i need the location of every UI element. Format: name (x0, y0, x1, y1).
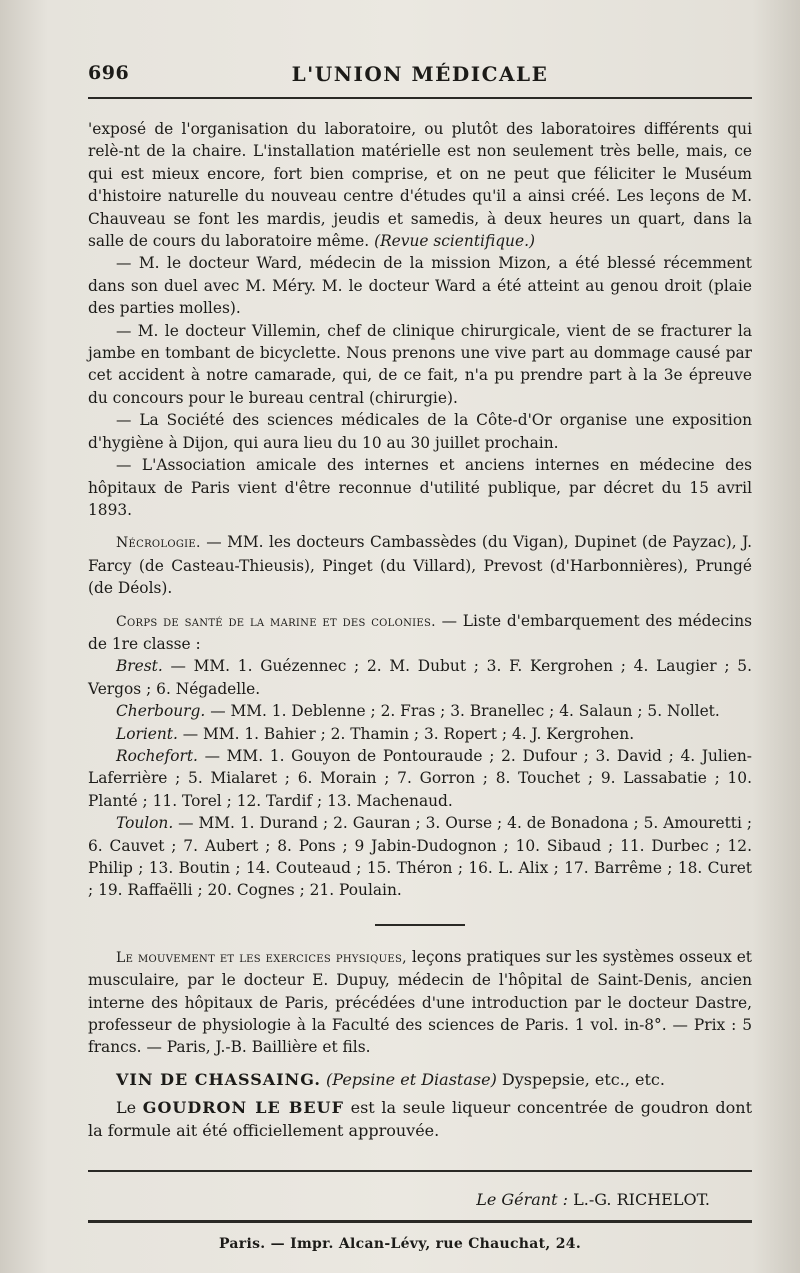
paragraph-ward: — M. le docteur Ward, médecin de la mission Mizon, a été blessé récemment dans son duel avec M. Méry. M. le docteur Ward a été atteint au genou droit (plaie des parties molles). (88, 254, 752, 318)
ad-vin-chassaing: VIN DE CHASSAING. (Pepsine et Diastase) Dyspepsie, etc., etc. (116, 1069, 665, 1089)
paragraph-cote-dor: — La Société des sciences médicales de la Côte-d'Or organise une exposition d'hygiène à Dijon, qui aura lieu du 10 au 30 juillet prochain. (88, 411, 752, 452)
spacer (88, 600, 752, 610)
page-number: 696 (88, 62, 130, 84)
ad-product-name: VIN DE CHASSAING. (116, 1069, 321, 1089)
source-citation: (Revue scientifique.) (374, 232, 535, 251)
ad-goudron: Le GOUDRON LE BEUF est la seule liqueur concentrée de goudron dont la formule ait été officiellement approuvée. (88, 1098, 752, 1140)
book-title: Le mouvement et les exercices physiques, (116, 949, 407, 966)
port-list-item: Lorient. — MM. 1. Bahier ; 2. Thamin ; 3. Ropert ; 4. J. Kergrohen. (116, 724, 635, 743)
article-body (88, 118, 752, 1142)
page-header (88, 62, 752, 92)
ad-product-name: GOUDRON LE BEUF (142, 1098, 344, 1118)
spacer (88, 521, 752, 531)
necrologie-section: Nécrologie. — MM. les docteurs Cambassèdes (du Vigan), Dupinet (de Payzac), J. Farcy (de Casteau-Thieusis), Pinget (du Villard), Prevost (d'Harbonnières), Prungé (de Déols). (88, 533, 752, 598)
port-name: Lorient. (116, 724, 178, 743)
gerant-signature: Le Gérant : L.-G. RICHELOT. (476, 1190, 710, 1209)
printer-imprint: Paris. — Impr. Alcan-Lévy, rue Chauchat, 24. (218, 1236, 582, 1252)
port-list-item: Brest. — MM. 1. Guézennec ; 2. M. Dubut ; 3. F. Kergrohen ; 4. Laugier ; 5. Vergos ; 6. Négadelle. (88, 657, 752, 698)
port-name: Brest. (116, 657, 163, 676)
port-list-item: Toulon. — MM. 1. Durand ; 2. Gauran ; 3. Ourse ; 4. de Bonadona ; 5. Amouretti ; 6. Cauvet ; 7. Aubert ; 8. Pons ; 9 Jabin-Dudognon ; 10. Sibaud ; 11. Durbec ; 12. Philip ; 13. Boutin ; 14. Couteaud ; 15. Théron ; 16. L. Alix ; 17. Barrême ; 18. Curet ; 19. Raffaëlli ; 20. Cognes ; 21. Poulain. (88, 814, 752, 900)
corps-sante-label: Corps de santé de la marine et des colonies. (116, 613, 436, 630)
spacer (88, 1059, 752, 1069)
port-name: Cherbourg. (116, 702, 206, 721)
necrologie-label: Nécrologie. (116, 535, 201, 552)
paragraph-villemin: — M. le docteur Villemin, chef de clinique chirurgicale, vient de se fracturer la jambe en tombant de bicyclette. Nous prenons une vive part au dommage causé par cet accident à notre camarade, qui, de ce fait, n'a pu prendre part à la 3e épreuve du concours pour le bureau central (chirurgie). (88, 321, 752, 407)
section-divider (375, 924, 465, 926)
corps-sante-section: Corps de santé de la marine et des colonies. — Liste d'embarquement des médecins de 1re classe : (88, 611, 752, 653)
port-name: Toulon. (116, 814, 174, 833)
footer-rule (88, 1170, 752, 1172)
paragraph-association: — L'Association amicale des internes et anciens internes en médecine des hôpitaux de Paris vient d'être reconnue d'utilité publique, par décret du 15 avril 1893. (88, 456, 752, 519)
port-name: Rochefort. (116, 746, 198, 765)
book-notice: Le mouvement et les exercices physiques, leçons pratiques sur les systèmes osseux et musculaire, par le docteur E. Dupuy, médecin de l'hôpital de Saint-Denis, ancien interne des hôpitaux de Paris, précédées d'une introduction par le docteur Dastre, professeur de physiologie à la Faculté des sciences de Paris. 1 vol. in-8°. — Prix : 5 francs. — Paris, J.-B. Baillière et fils. (88, 947, 752, 1057)
header-rule (88, 97, 752, 99)
port-list-item: Cherbourg. — MM. 1. Deblenne ; 2. Fras ; 3. Branellec ; 4. Salaun ; 5. Nollet. (116, 702, 720, 721)
port-list-item: Rochefort. — MM. 1. Gouyon de Pontouraude ; 2. Dufour ; 3. David ; 4. Julien-Laferrière ; 5. Mialaret ; 6. Morain ; 7. Gorron ; 8. Touchet ; 9. Lassabatie ; 10. Planté ; 11. Torel ; 12. Tardif ; 13. Machenaud. (88, 746, 752, 810)
paragraph-laboratory: 'exposé de l'organisation du laboratoire, ou plutôt des laboratoires différents qui relè-nt de la chaire. L'installation matérielle est non seulement très belle, mais, ce qui est mieux encore, fort bien comprise, et on ne peut que féliciter le Muséum d'histoire naturelle du nouveau centre d'études qu'il a ainsi créé. Les leçons de M. Chauveau se font les mardis, jeudis et samedis, à deux heures un quart, dans la salle de cours du laboratoire même. (Revue scientifique.) (88, 120, 752, 251)
journal-title: L'UNION MÉDICALE (291, 62, 549, 86)
imprint-rule (88, 1220, 752, 1223)
